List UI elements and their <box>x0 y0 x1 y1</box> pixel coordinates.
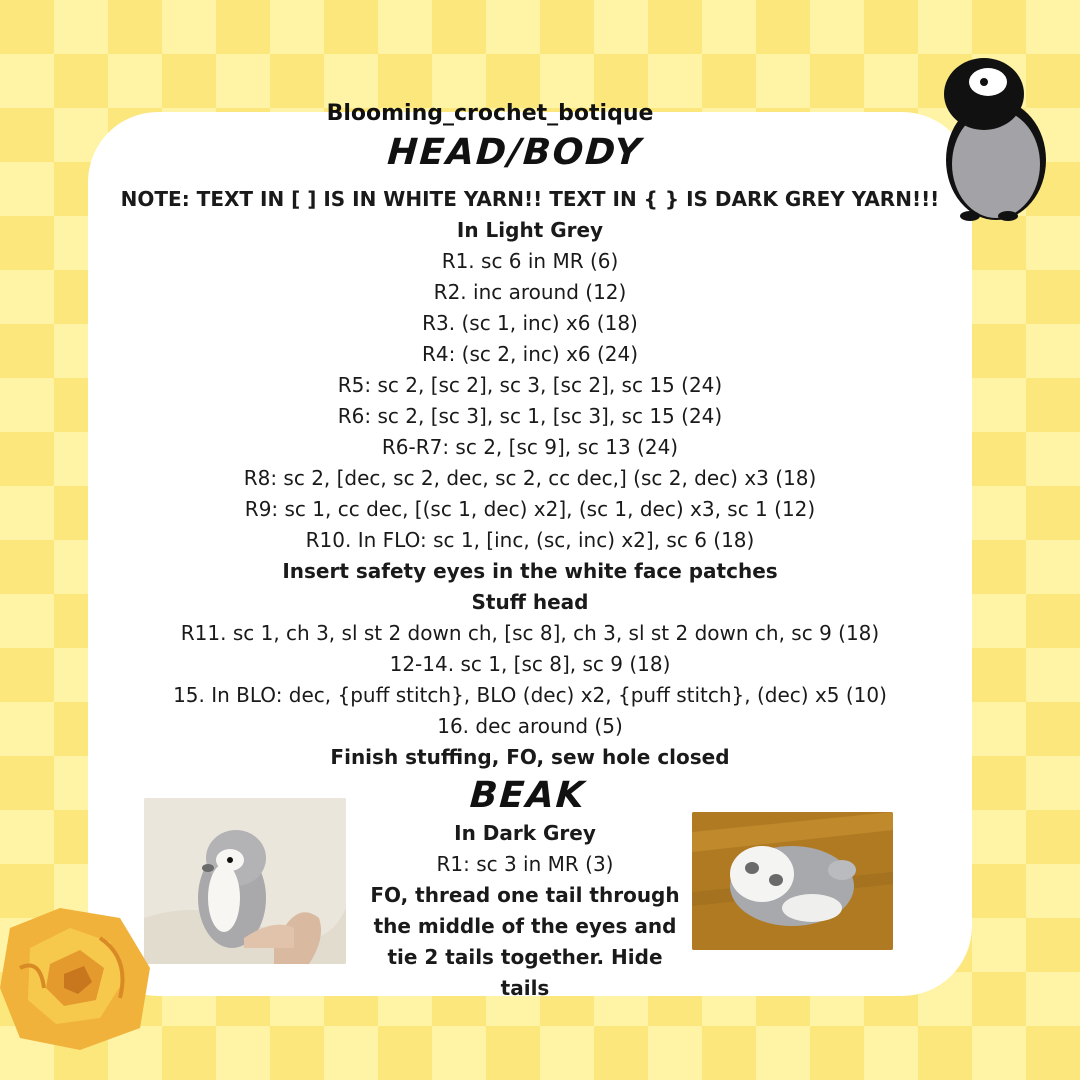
pattern-row: 16. dec around (5) <box>437 714 623 738</box>
pattern-row: R2. inc around (12) <box>433 280 627 304</box>
stuff-head-note: Stuff head <box>471 590 589 614</box>
pattern-row: R4: (sc 2, inc) x6 (24) <box>421 342 639 366</box>
pattern-row: R10. In FLO: sc 1, [inc, (sc, inc) x2], sc 6 (18) <box>305 528 755 552</box>
pattern-row: R8: sc 2, [dec, sc 2, dec, sc 2, cc dec,] (sc 2, dec) x3 (18) <box>243 466 817 490</box>
penguin-table-illustration <box>692 812 893 950</box>
dark-grey-label: In Dark Grey <box>454 821 596 845</box>
beak-heading: BEAK <box>468 775 588 816</box>
penguin-illustration <box>938 52 1058 222</box>
head-body-heading: HEAD/BODY <box>386 132 644 173</box>
safety-eyes-note: Insert safety eyes in the white face patches <box>282 559 778 583</box>
pattern-row: R1. sc 6 in MR (6) <box>441 249 619 273</box>
pattern-row: 12-14. sc 1, [sc 8], sc 9 (18) <box>389 652 671 676</box>
pattern-row: R3. (sc 1, inc) x6 (18) <box>422 311 638 335</box>
beak-pattern <box>360 818 690 1004</box>
beak-finish-note: FO, thread one tail through the middle of the eyes and tie 2 tails together. Hide tails <box>370 883 680 1000</box>
username: Blooming_crochet_botique <box>326 101 654 126</box>
beak-row: R1: sc 3 in MR (3) <box>436 852 614 876</box>
pattern-row: R6-R7: sc 2, [sc 9], sc 13 (24) <box>381 435 679 459</box>
rose-illustration <box>0 908 158 1050</box>
pattern-row: R11. sc 1, ch 3, sl st 2 down ch, [sc 8], ch 3, sl st 2 down ch, sc 9 (18) <box>180 621 880 645</box>
pattern-row: 15. In BLO: dec, {puff stitch}, BLO (dec) x2, {puff stitch}, (dec) x5 (10) <box>173 683 887 707</box>
pattern-row: R6: sc 2, [sc 3], sc 1, [sc 3], sc 15 (24) <box>337 404 723 428</box>
pattern-row: R5: sc 2, [sc 2], sc 3, [sc 2], sc 15 (24) <box>337 373 723 397</box>
penguin-held-illustration <box>144 798 346 964</box>
penguin-photo-table <box>692 812 893 950</box>
pattern-row: R9: sc 1, cc dec, [(sc 1, dec) x2], (sc 1, dec) x3, sc 1 (12) <box>244 497 816 521</box>
finish-note: Finish stuffing, FO, sew hole closed <box>330 745 730 769</box>
head-body-pattern <box>88 184 972 773</box>
penguin-photo-held <box>144 798 346 964</box>
yarn-color-note: NOTE: TEXT IN [ ] IS IN WHITE YARN!! TEXT IN { } IS DARK GREY YARN!!! <box>120 187 940 211</box>
light-grey-label: In Light Grey <box>456 218 604 242</box>
